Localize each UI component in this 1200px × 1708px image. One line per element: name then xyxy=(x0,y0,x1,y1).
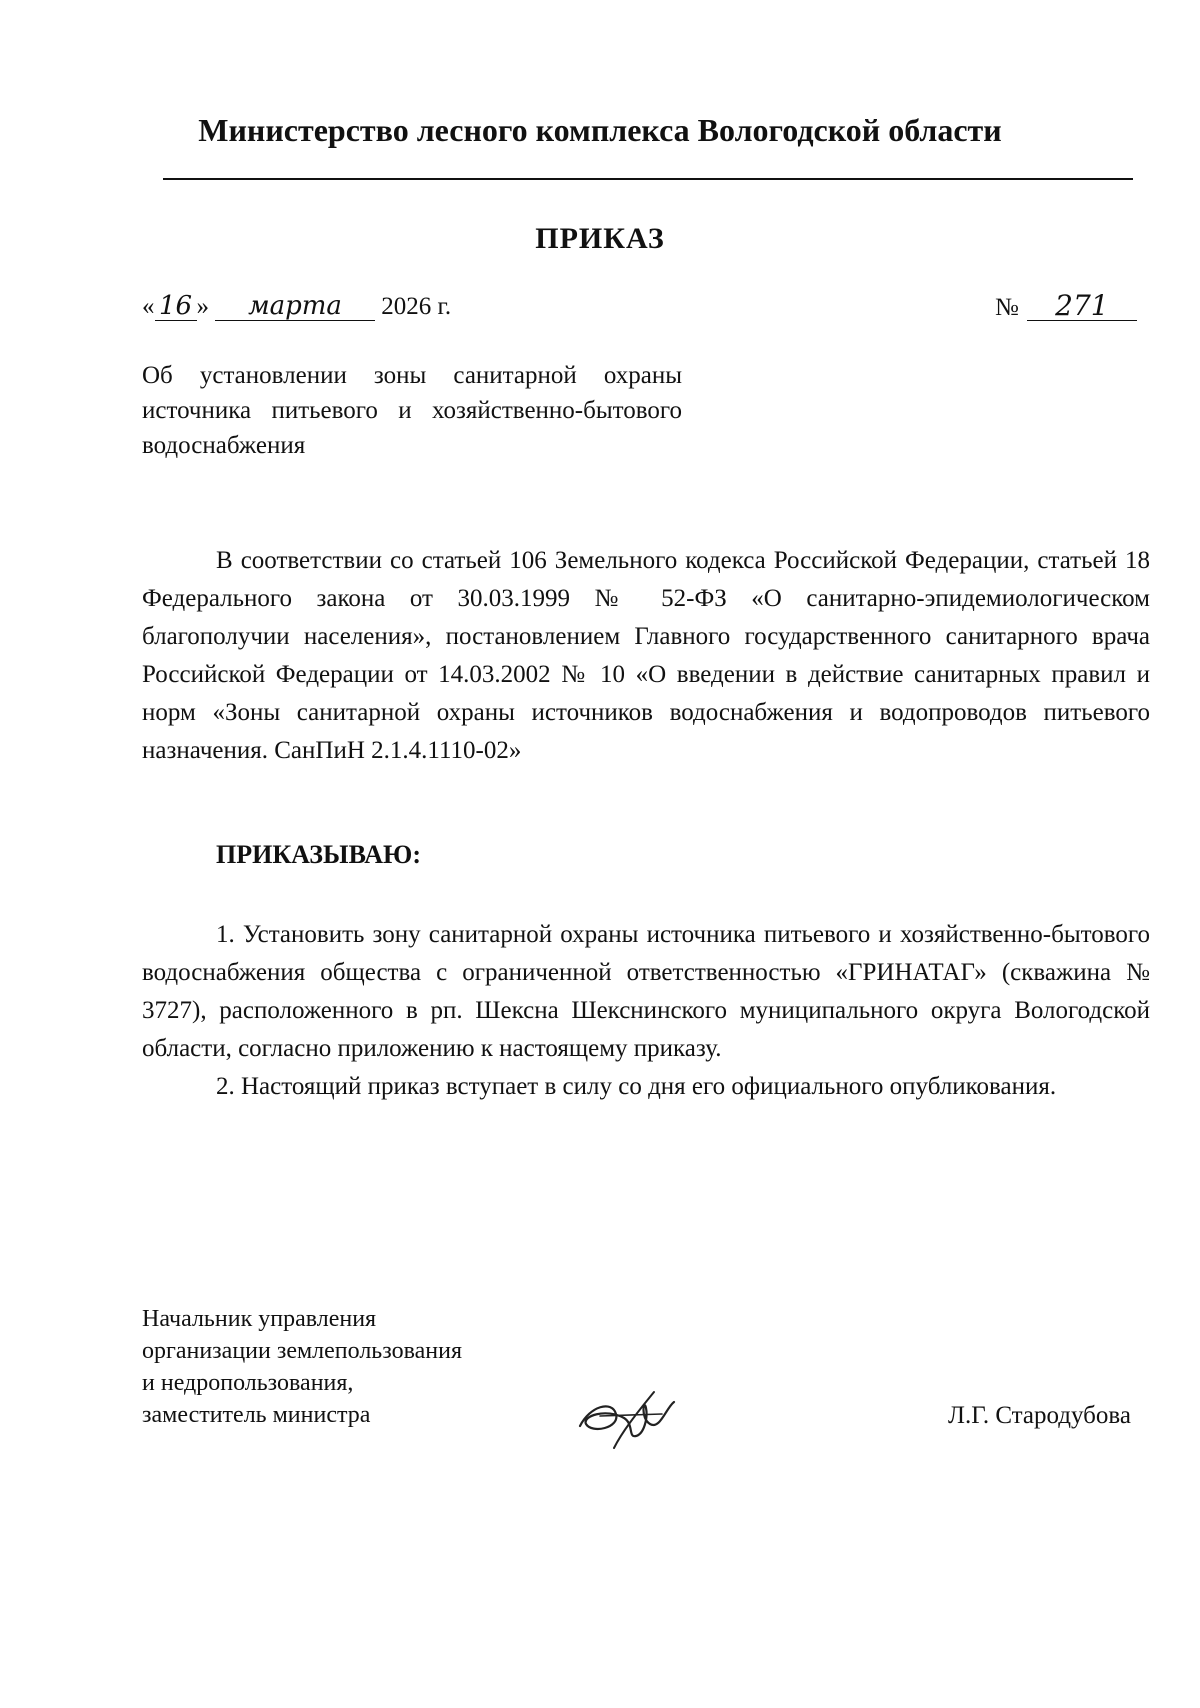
number-label: № xyxy=(995,294,1019,321)
date-year: 2026 г. xyxy=(381,293,452,320)
date-quote-open: « xyxy=(142,293,155,320)
order-subject: Об установлении зоны санитарной охраны источника питьевого и хозяйственно-бытового водоснабжения xyxy=(142,362,682,459)
ministry-title: Министерство лесного комплекса Вологодской области xyxy=(198,112,1002,148)
signer-position-line: Начальник управления xyxy=(142,1306,377,1332)
date-month: марта xyxy=(215,292,375,321)
order-item: 1. Установить зону санитарной охраны источника питьевого и хозяйственно-бытового водоснабжения общества с ограниченной ответственностью «ГРИНАТАГ» (скважина № 3727), расположенного в рп. Шексна Шекснинского муниципального округа Вологодской области, согласно приложению к настоящему приказу. xyxy=(142,921,1150,1062)
signer-position xyxy=(142,1303,562,1431)
order-number xyxy=(995,289,1137,322)
date-day: 16 xyxy=(155,292,197,321)
date-quote-close: » xyxy=(196,293,209,320)
preamble-text: В соответствии со статьей 106 Земельного кодекса Российской Федерации, статьей 18 Федерального закона от 30.03.1999 № 52-ФЗ «О санитарно-эпидемиологическом благополучии населения», постановлением Главного государственного санитарного врача Российской Федерации от 14.03.2002 № 10 «О введении в действие санитарных правил и норм «Зоны санитарной охраны источников водоснабжения и водопроводов питьевого назначения. СанПиН 2.1.4.1110-02» xyxy=(142,547,1150,764)
signer-position-line: организации землепользования xyxy=(142,1338,462,1364)
header-divider xyxy=(163,178,1133,180)
number-value: 271 xyxy=(1027,292,1137,321)
order-item: 2. Настоящий приказ вступает в силу со дня его официального опубликования. xyxy=(216,1073,1057,1100)
command-heading: ПРИКАЗЫВАЮ: xyxy=(216,840,421,869)
document-type-title: ПРИКАЗ xyxy=(535,222,665,255)
signer-name: Л.Г. Стародубова xyxy=(948,1402,1131,1429)
preamble xyxy=(142,542,1150,770)
order-items xyxy=(142,916,1150,1106)
signer-position-line: и недропользования, xyxy=(142,1370,354,1396)
handwritten-signature xyxy=(570,1378,690,1458)
order-date xyxy=(142,292,451,321)
signer-position-line: заместитель министра xyxy=(142,1402,371,1428)
